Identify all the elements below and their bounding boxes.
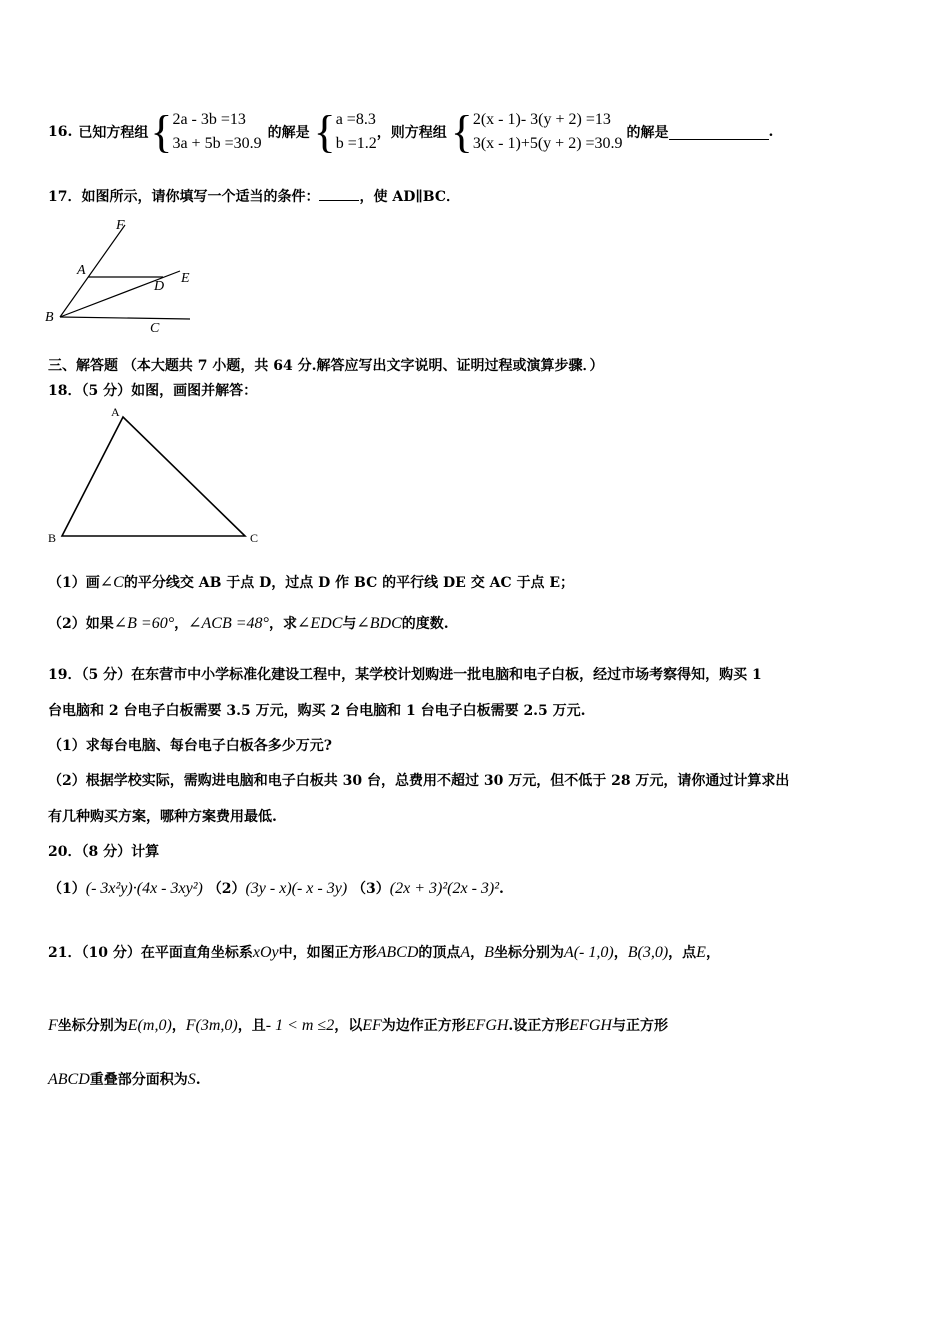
q18-part-1 <box>48 572 574 592</box>
q21-e-coord: E(m,0) <box>127 1017 172 1034</box>
q16-brace-2: { <box>313 106 336 157</box>
q21-a: 21．（10 分）在平面直角坐标系 <box>48 945 253 961</box>
q18-p2-angle-b: ∠B =60° <box>113 615 175 632</box>
q21-c: 的顶点 <box>418 945 461 961</box>
q18-p2-lead: （2）如果 <box>48 616 114 632</box>
q17-line-bf <box>60 225 125 317</box>
q18-p1-text: 的平分线交 AB 于点 D，过点 D 作 BC 的平行线 DE 交 AC 于点 E； <box>123 575 575 591</box>
q18-p2-sep: ， <box>174 616 189 632</box>
q16-number: 16. <box>48 124 73 140</box>
q21-line-3 <box>48 1069 201 1089</box>
q21-n: 为边作正方形 <box>381 1018 466 1034</box>
q21-o: .设正方形 <box>508 1018 570 1034</box>
q18-p2-and: 与 <box>342 616 357 632</box>
q21-xoy: xOy <box>252 944 279 961</box>
q21-f: ， <box>613 945 628 961</box>
q16-mid: 的解是 <box>267 125 310 141</box>
q18-p1-lead: （1）画 <box>48 575 100 591</box>
q21-q: 重叠部分面积为 <box>89 1072 188 1088</box>
q21-a-coord: A(- 1,0) <box>563 944 614 961</box>
q21-line-2 <box>48 1015 668 1035</box>
q21-l: ，以 <box>334 1018 363 1034</box>
section-3-heading: 三、解答题 （本大题共 7 小题，共 64 分.解答应写出文字说明、证明过程或演算步骤．） <box>48 358 604 374</box>
q18-label-b: B <box>48 531 57 545</box>
q17-label-b: B <box>45 310 54 325</box>
q16-sol-a: a =8.3 <box>335 111 376 128</box>
q18-part-2 <box>48 613 449 633</box>
q16-brace-1: { <box>150 106 173 157</box>
q18-label-c: C <box>250 531 259 545</box>
q21-point-f: F <box>48 1017 58 1034</box>
q21-abcd-2: ABCD <box>48 1071 90 1088</box>
q16-solution <box>336 108 377 156</box>
q21-r: . <box>195 1072 201 1088</box>
q19-line-4: （2）根据学校实际，需购进电脑和电子白板共 30 台，总费用不超过 30 万元，但不低于 28 万元，请你通过计算求出 <box>48 773 790 789</box>
q16-lead: 已知方程组 <box>78 125 149 141</box>
q20-expr-3: (2x + 3)²(2x - 3)² <box>389 880 500 897</box>
q17-label-a: A <box>77 263 86 278</box>
q20-label-2: （2） <box>207 881 246 897</box>
q21-range: - 1 < m ≤2 <box>265 1017 335 1034</box>
q20-expr-1: (- 3x²y)·(4x - 3xy²) <box>85 880 203 897</box>
q20-end: . <box>499 881 504 897</box>
q17-answer-blank <box>319 186 359 201</box>
q21-e: 坐标分别为 <box>493 945 564 961</box>
q21-efgh: EFGH <box>465 1017 509 1034</box>
q19-line-1: 19．（5 分）在东营市中小学标准化建设工程中，某学校计划购进一批电脑和电子白板，经过市场考察得知，购买 1 <box>48 667 762 683</box>
question-16 <box>48 103 773 161</box>
q17-line-bc <box>60 317 190 319</box>
q17-text2: ，使 AD∥BC． <box>359 189 461 205</box>
q17-label-f: F <box>116 218 125 233</box>
q18-p2-end: 的度数. <box>401 616 449 632</box>
q16-sys1-eq1: 2a - 3b =13 <box>172 111 246 128</box>
q21-point-e: E <box>696 944 706 961</box>
q16-answer-blank <box>669 125 769 140</box>
q21-abcd: ABCD <box>376 944 419 961</box>
q16-then: ，则方程组 <box>376 125 447 141</box>
q16-system-2 <box>473 108 623 156</box>
q21-d: ， <box>470 945 485 961</box>
q19-line-5: 有几种购买方案，哪种方案费用最低. <box>48 809 277 825</box>
q18-p2-ask: ，求 <box>268 616 297 632</box>
q18-label-a: A <box>111 405 120 419</box>
q17-label-e: E <box>181 271 190 286</box>
q18-p2-angle-edc: ∠EDC <box>296 615 343 632</box>
q21-p: 与正方形 <box>611 1018 668 1034</box>
q16-tail: 的解是 <box>626 125 669 141</box>
q21-line-1 <box>48 942 720 962</box>
q21-b-coord: B(3,0) <box>627 944 669 961</box>
q18-p2-angle-bdc: ∠BDC <box>356 615 402 632</box>
q17-label-c: C <box>150 321 160 336</box>
q21-b: 中，如图正方形 <box>278 945 377 961</box>
q21-h: ， <box>705 945 720 961</box>
q17-figure <box>40 213 200 338</box>
q16-brace-3: { <box>450 106 473 157</box>
q20-expr-2: (3y - x)(- x - 3y) <box>245 880 348 897</box>
q18-triangle-figure <box>45 403 270 548</box>
q20-label-3: （3） <box>352 881 390 897</box>
q20-head: 20．（8 分）计算 <box>48 844 160 860</box>
q20-label-1: （1） <box>48 881 86 897</box>
q16-sys1-eq2: 3a + 5b =30.9 <box>172 135 262 152</box>
q19-line-2: 台电脑和 2 台电子白板需要 3.5 万元，购买 2 台电脑和 1 台电子白板需要 2.5 万元. <box>48 703 586 719</box>
q18-p2-angle-acb: ∠ACB =48° <box>188 615 269 632</box>
q21-j: ， <box>171 1018 186 1034</box>
q16-sys2-eq2: 3(x - 1)+5(y + 2) =30.9 <box>472 135 623 152</box>
q18-p1-angle: ∠C <box>99 574 124 591</box>
q18-triangle <box>62 417 245 536</box>
q21-k: ，且 <box>237 1018 266 1034</box>
q16-end: . <box>768 124 774 140</box>
q21-efgh-2: EFGH <box>569 1017 612 1034</box>
q19-line-3: （1）求每台电脑、每台电子白板各多少万元? <box>48 738 332 754</box>
q17-text: 17．如图所示，请你填写一个适当的条件： <box>48 189 320 205</box>
q21-s: S <box>187 1071 196 1088</box>
q21-point-b: B <box>484 944 494 961</box>
q16-sys2-eq1: 2(x - 1)- 3(y + 2) =13 <box>472 111 611 128</box>
q21-ef: EF <box>362 1017 382 1034</box>
question-17 <box>48 186 460 206</box>
question-18-head: 18．（5 分）如图，画图并解答： <box>48 383 258 399</box>
q17-label-d: D <box>154 279 165 294</box>
q21-i: 坐标分别为 <box>57 1018 128 1034</box>
q21-point-a: A <box>460 944 471 961</box>
q16-sol-b: b =1.2 <box>335 135 377 152</box>
q16-system-1 <box>172 108 261 156</box>
q21-f-coord: F(3m,0) <box>185 1017 238 1034</box>
q21-g: ，点 <box>668 945 697 961</box>
q20-exprs <box>48 878 504 898</box>
